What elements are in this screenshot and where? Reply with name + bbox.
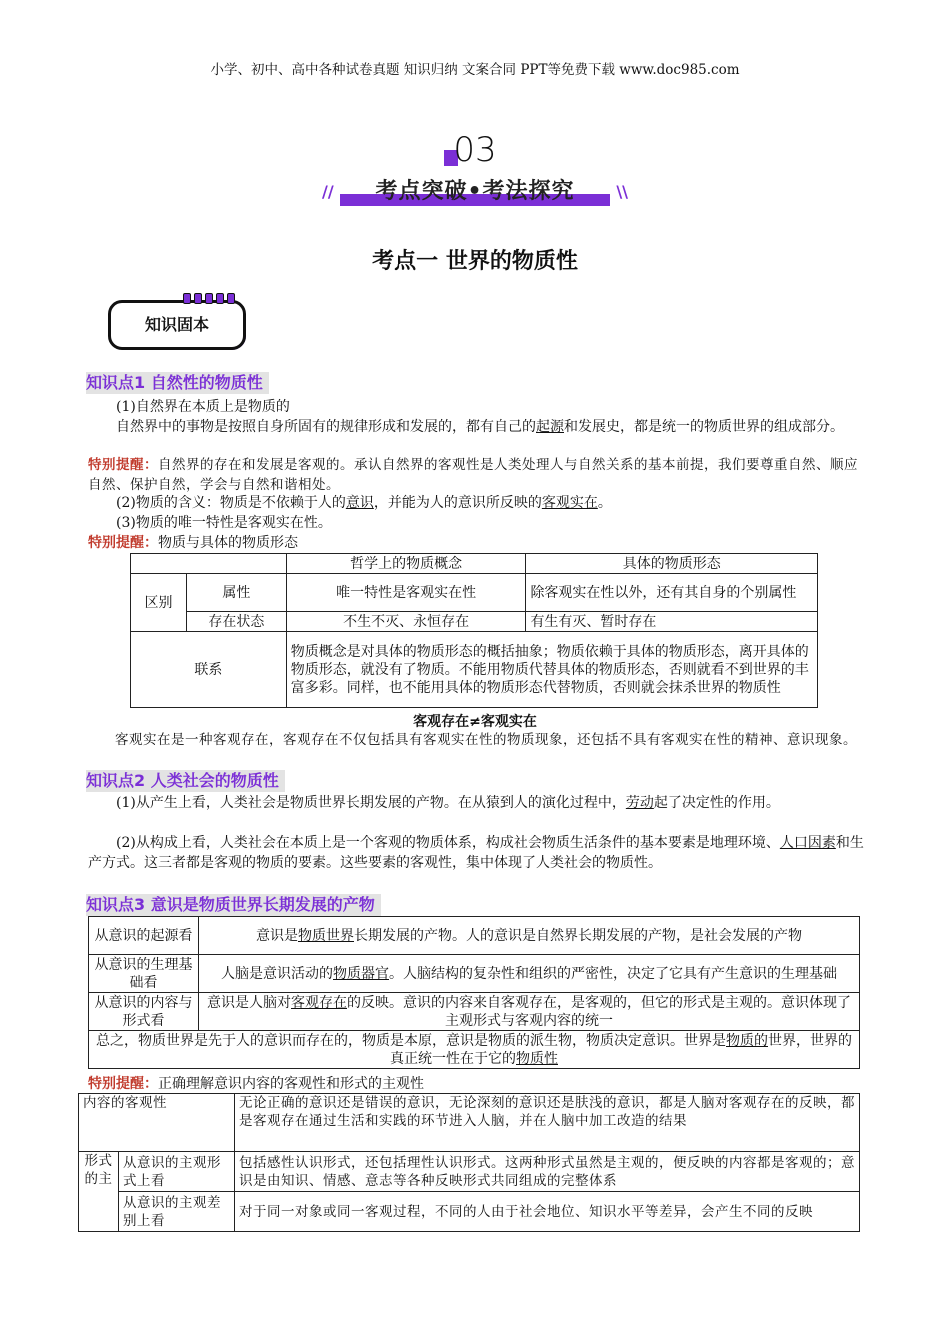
matter-table-link-text: 物质概念是对具体的物质形态的概括抽象；物质依赖于具体的物质形态，离开具体的物质形态，就没有了物质。不能用物质代替具体的物质形态，否则就看不到世界的丰富多彩。同样，也不能用具体的物质形态代替物质，否则就会抹杀世界的物质性 [286,632,817,708]
c-table-r3-text: 意识是人脑对客观存在的反映。意识的内容来自客观存在，是客观的，但它的形式是主观的。意识体现了主观形式与客观内容的统一 [199,993,860,1031]
kp1-tip2: 特别提醒：物质与具体的物质形态 [88,535,298,551]
kp3-tip: 特别提醒：正确理解意识内容的客观性和形式的主观性 [88,1076,424,1092]
kp1-p4: (3)物质的唯一特性是客观实在性。 [116,515,332,531]
knowledge-badge [108,300,246,350]
chapter-number: 03 [453,130,497,170]
objective-text: 客观实在是一种客观存在，客观存在不仅包括具有客观实在性的物质现象，还包括不具有客观实在性的精神、意识现象。 [115,732,857,748]
matter-table-diff: 区别 [131,574,187,632]
o-table-r1-text: 无论正确的意识还是错误的意识，无论深刻的意识还是肤浅的意识，都是人脑对客观存在的反映，都是客观存在通过生活和实践的环节进入人脑，并在人脑中加工改造的结果 [235,1094,860,1152]
matter-table-r2-label: 存在状态 [186,612,286,632]
kp1-title: 知识点1 自然性的物质性 [86,372,269,394]
c-table-r1-text: 意识是物质世界长期发展的产物。人的意识是自然界长期发展的产物，是社会发展的产物 [199,917,860,955]
o-table-r2-text: 包括感性认识形式，还包括理性认识形式。这两种形式虽然是主观的，便反映的内容都是客观的；意识是由知识、情感、意志等各种反映形式共同组成的完整体系 [235,1152,860,1192]
kp2-title: 知识点2 人类社会的物质性 [86,770,285,792]
objectivity-table [78,1093,860,1232]
kp1-tip: 特别提醒：自然界的存在和发展是客观的。承认自然界的客观性是人类处理人与自然关系的基本前提，我们要尊重自然、顺应自然、保护自然，学会与自然和谐相处。 [88,457,858,493]
kp1-p2: 自然界中的事物是按照自身所固有的规律形成和发展的，都有自己的起源和发展史，都是统一的物质世界的组成部分。 [116,419,844,435]
c-table-r1-label: 从意识的起源看 [89,917,199,955]
c-table-r2-text: 人脑是意识活动的物质器官。人脑结构的复杂性和组织的严密性，决定了它具有产生意识的生理基础 [199,955,860,993]
badge-dots-icon [183,293,235,304]
kp1-p3: (2)物质的含义：物质是不依赖于人的意识，并能为人的意识所反映的客观实在。 [116,495,612,511]
o-table-r2-label: 从意识的主观形式上看 [119,1152,235,1192]
o-table-r3-text: 对于同一对象或同一客观过程，不同的人由于社会地位、知识水平等差异，会产生不同的反映 [235,1192,860,1232]
o-table-r1-label: 内容的客观性 [79,1094,235,1152]
objective-title: 客观存在≠客观实在 [413,714,537,730]
matter-table-r2-c2: 有生有灭、暂时存在 [526,612,818,632]
banner-text: 考点突破•考法探究 [375,179,575,204]
matter-table [130,553,818,708]
consciousness-table [88,916,860,1069]
matter-table-link-label: 联系 [131,632,287,708]
matter-table-r1-label: 属性 [186,574,286,612]
matter-table-header-2: 具体的物质形态 [526,554,818,574]
c-table-r2-label: 从意识的生理基础看 [89,955,199,993]
kp2-p2: (2)从构成上看，人类社会在本质上是一个客观的物质体系，构成社会物质生活条件的基本要素是地理环境、人口因素和生产方式。这三者都是客观的物质的要素。这些要素的客观性，集中体现了人类社会的物质性。 [88,835,864,871]
page-header: 小学、初中、高中各种试卷真题 知识归纳 文案合同 PPT等免费下载 www.doc985.com [210,62,740,78]
c-table-r3-label: 从意识的内容与形式看 [89,993,199,1031]
section-title: 考点一 世界的物质性 [372,249,578,274]
banner-slash-left-icon: // [322,182,334,201]
matter-table-r1-c2: 除客观实在性以外，还有其自身的个别属性 [526,574,818,612]
o-table-r3-label: 从意识的主观差别上看 [119,1192,235,1232]
kp1-p1: (1)自然界在本质上是物质的 [116,399,290,415]
section-banner [322,174,628,210]
o-table-side-label: 形式的主 [79,1152,119,1232]
c-table-summary: 总之，物质世界是先于人的意识而存在的，物质是本原，意识是物质的派生物，物质决定意识。世界是物质的世界，世界的真正统一性在于它的物质性 [89,1031,860,1069]
matter-table-r2-c1: 不生不灭、永恒存在 [286,612,526,632]
kp3-title: 知识点3 意识是物质世界长期发展的产物 [86,894,381,916]
matter-table-header-1: 哲学上的物质概念 [286,554,526,574]
banner-slash-right-icon: \\ [616,182,628,201]
badge-text: 知识固本 [144,315,209,334]
matter-table-r1-c1: 唯一特性是客观实在性 [286,574,526,612]
kp2-p1: (1)从产生上看，人类社会是物质世界长期发展的产物。在从猿到人的演化过程中，劳动起了决定性的作用。 [116,795,780,811]
